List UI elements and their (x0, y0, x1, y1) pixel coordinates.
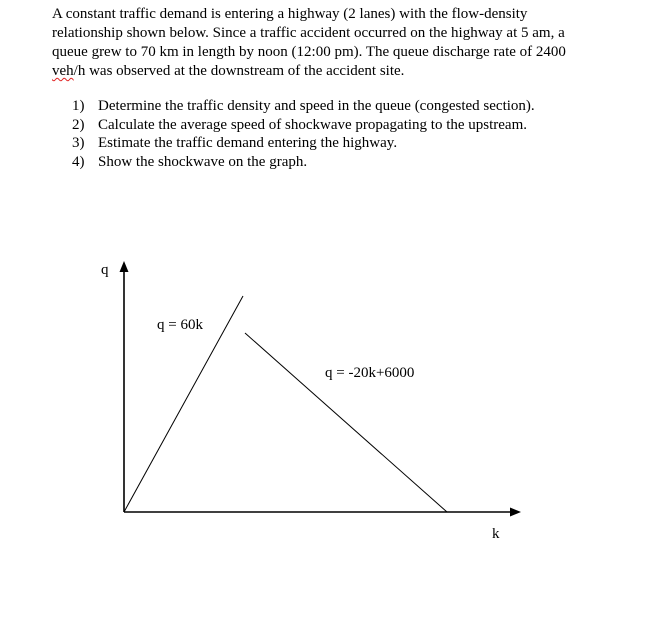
question-number: 2) (72, 116, 85, 133)
question-number: 1) (72, 98, 85, 114)
question-text: Estimate the traffic demand entering the highway. (98, 135, 398, 151)
free-flow-equation-label: q = 60k (157, 317, 203, 333)
y-axis-arrowhead (120, 261, 129, 272)
question-text: Determine the traffic density and speed in the queue (congested section). (98, 98, 535, 114)
x-axis-label: k (492, 526, 500, 542)
congested-equation-label: q = -20k+6000 (325, 365, 415, 381)
problem-line-3: queue grew to 70 km in length by noon (12:00 pm). The queue discharge rate of 2400 (52, 44, 566, 60)
question-number: 4) (72, 153, 85, 170)
problem-line-4-rest: /h was observed at the downstream of the accident site. (73, 63, 405, 79)
question-number: 3) (72, 135, 85, 151)
y-axis-label: q (101, 262, 109, 278)
spellcheck-flagged-word[interactable]: veh (52, 63, 74, 79)
problem-line-1: A constant traffic demand is entering a highway (2 lanes) with the flow-density (52, 6, 528, 22)
question-text: Calculate the average speed of shockwave propagating to the upstream. (98, 116, 528, 133)
problem-line-2: relationship shown below. Since a traffic accident occurred on the highway at 5 am, a (52, 25, 565, 41)
congested-branch-line (245, 333, 447, 512)
question-text: Show the shockwave on the graph. (98, 153, 308, 170)
x-axis-arrowhead (510, 508, 521, 517)
